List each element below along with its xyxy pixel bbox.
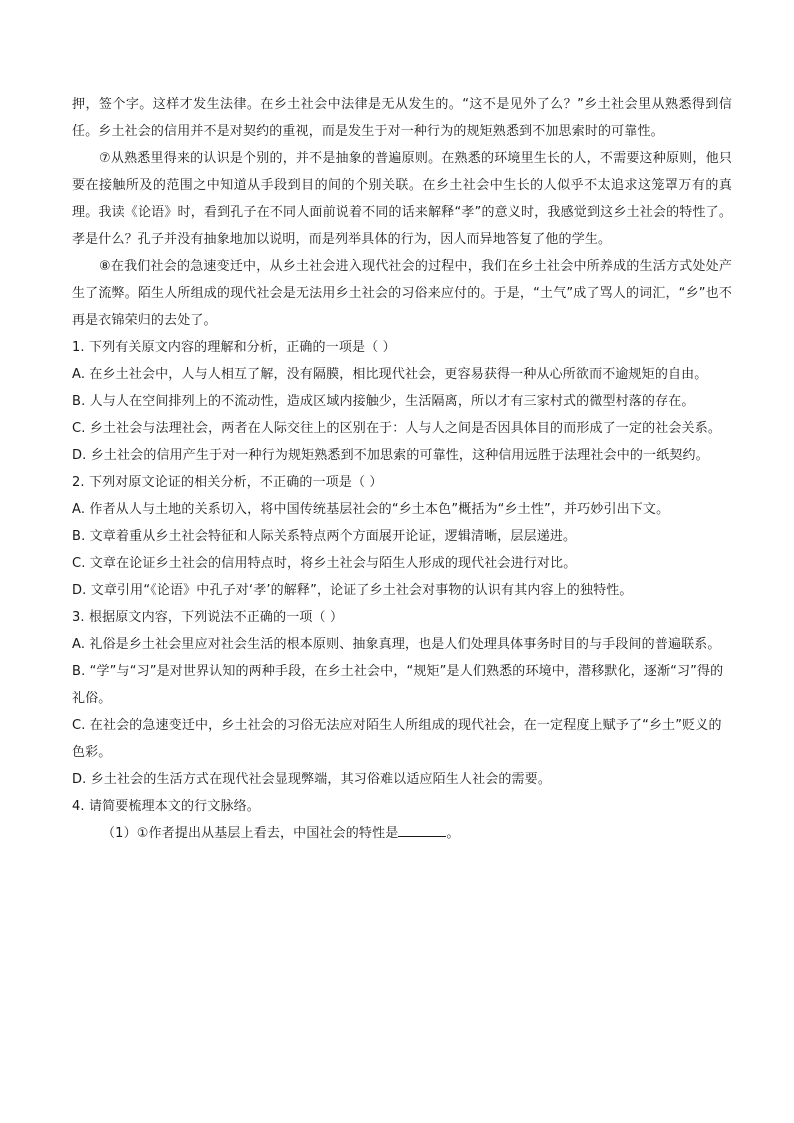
option-a: A. 礼俗是乡土社会里应对社会生活的根本原则、抽象真理，也是人们处理具体事务时目的与手段间的普遍联系。 — [72, 637, 721, 652]
question-stem: 1. 下列有关原文内容的理解和分析，正确的一项是（ ） — [72, 340, 396, 355]
question-2 — [72, 469, 732, 604]
option-b: B. “学”与“习”是对世界认知的两种手段，在乡土社会中，“规矩”是人们熟悉的环境中，潜移默化，逐渐“习”得的礼俗。 — [72, 664, 724, 706]
option-b: B. 人与人在空间排列上的不流动性，造成区域内接触少，生活隔离，所以才有三家村式的微型村落的存在。 — [72, 394, 695, 409]
option-d: D. 乡土社会的生活方式在现代社会显现弊端，其习俗难以适应陌生人社会的需要。 — [72, 772, 551, 787]
option-a: A. 作者从人与土地的关系切入，将中国传统基层社会的“乡土本色”概括为“乡土性”，并巧妙引出下文。 — [72, 502, 670, 517]
question-stem: 3. 根据原文内容，下列说法不正确的一项（ ） — [72, 610, 344, 625]
paragraph-7: ⑦从熟悉里得来的认识是个别的，并不是抽象的普遍原则。在熟悉的环境里生长的人，不需要这种原则，他只要在接触所及的范围之中知道从手段到目的间的个别关联。在乡土社会中生长的人似乎不太追求这笼罩万有的真理。我读《论语》时，看到孔子在不同人面前说着不同的话来解释“孝”的意义时，我感觉到这乡土社会的特性了。孝是什么？孔子并没有抽象地加以说明，而是列举具体的行为，因人而异地答复了他的学生。 — [72, 151, 732, 247]
question-stem: 2. 下列对原文论证的相关分析，不正确的一项是（ ） — [72, 475, 383, 490]
option-c: C. 在社会的急速变迁中，乡土社会的习俗无法应对陌生人所组成的现代社会，在一定程度上赋予了“乡土”贬义的色彩。 — [72, 718, 722, 760]
question-4 — [72, 793, 732, 847]
option-c: C. 文章在论证乡土社会的信用特点时，将乡土社会与陌生人形成的现代社会进行对比。 — [72, 556, 577, 571]
option-d: D. 文章引用“《论语》中孔子对‘孝’的解释”，论证了乡土社会对事物的认识有其内容上的独特性。 — [72, 583, 633, 598]
paragraph-8: ⑧在我们社会的急速变迁中，从乡土社会进入现代社会的过程中，我们在乡土社会中所养成的生活方式处处产生了流弊。陌生人所组成的现代社会是无法用乡土社会的习俗来应付的。于是，“土气”成了骂人的词汇，“乡”也不再是衣锦荣归的去处了。 — [72, 259, 732, 328]
question-3 — [72, 604, 732, 793]
document-body — [72, 91, 732, 847]
option-d: D. 乡土社会的信用产生于对一种行为规矩熟悉到不加思索的可靠性，这种信用远胜于法理社会中的一纸契约。 — [72, 448, 709, 463]
option-a: A. 在乡土社会中，人与人相互了解，没有隔膜，相比现代社会，更容易获得一种从心所欲而不逾规矩的自由。 — [72, 367, 708, 382]
sub-question-1 — [72, 820, 732, 847]
option-c: C. 乡土社会与法理社会，两者在人际交往上的区别在于：人与人之间是否因具体目的而形成了一定的社会关系。 — [72, 421, 721, 436]
question-1 — [72, 334, 732, 469]
paragraph-6-continued: 押，签个字。这样才发生法律。在乡土社会中法律是无从发生的。“这不是见外了么？”乡土社会里从熟悉得到信任。乡土社会的信用并不是对契约的重视，而是发生于对一种行为的规矩熟悉到不加思索时的可靠性。 — [72, 97, 732, 139]
option-b: B. 文章着重从乡土社会特征和人际关系特点两个方面展开论证，逻辑清晰，层层递进。 — [72, 529, 577, 544]
question-stem: 4. 请简要梳理本文的行文脉络。 — [72, 799, 260, 814]
sub-question-prefix: （1）①作者提出从基层上看去，中国社会的特性是 — [102, 826, 399, 841]
answer-blank[interactable] — [398, 822, 446, 837]
sub-question-suffix: 。 — [446, 826, 460, 841]
